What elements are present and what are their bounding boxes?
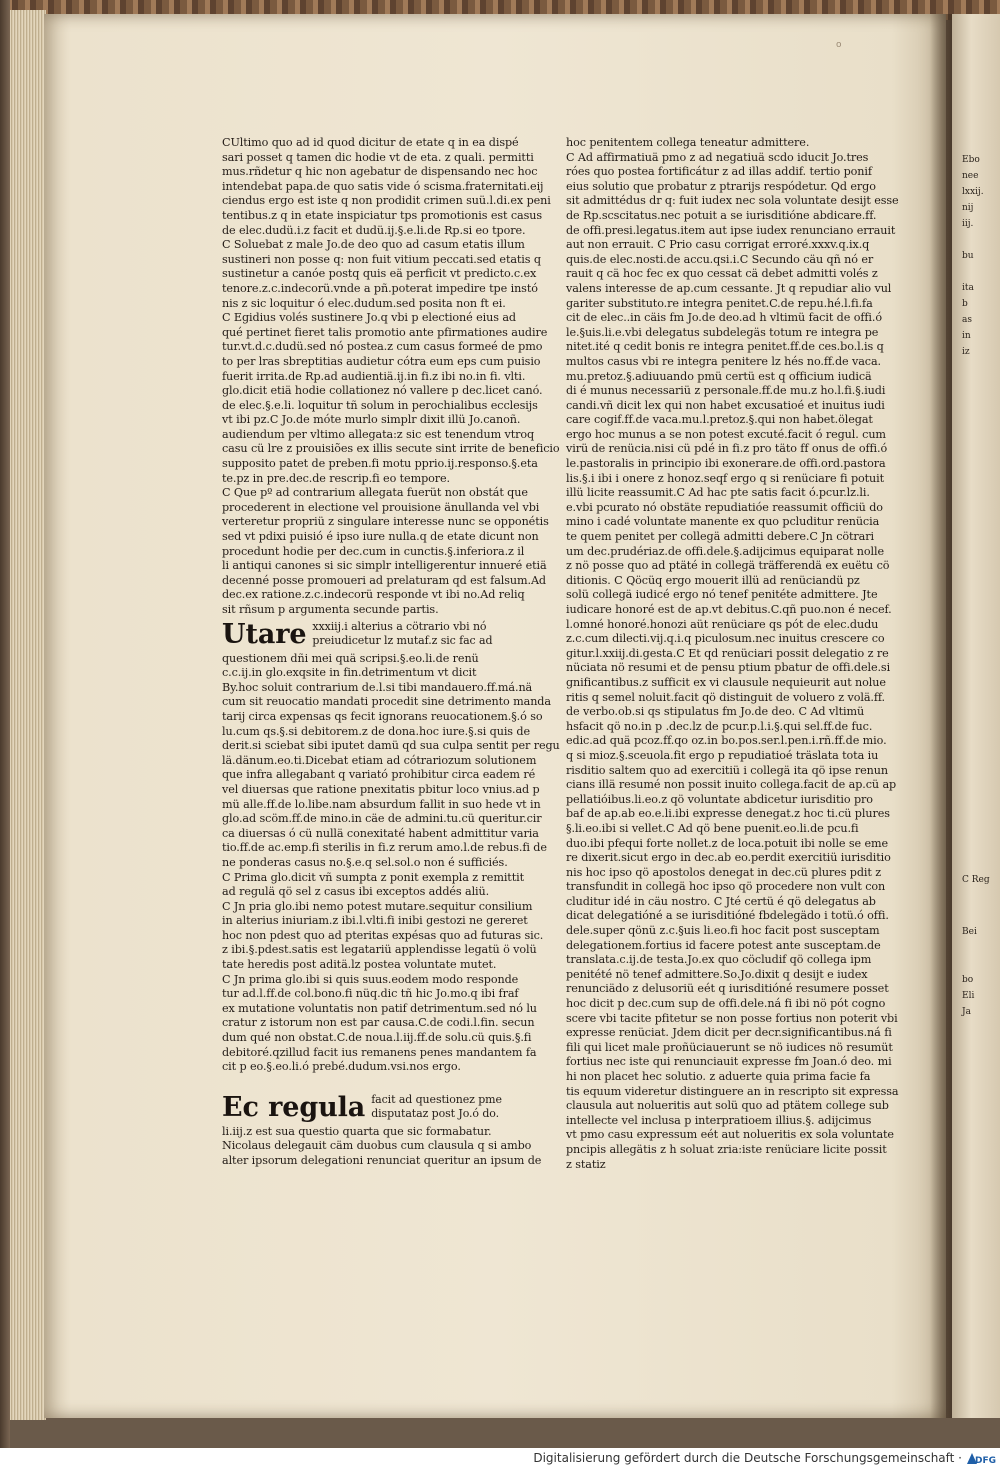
text-line: cum sit reuocatio mandati procedit sine detrimento manda — [222, 695, 551, 709]
text-line: risditio saltem quo ad exercitiü i collegä ita qö ipse renun — [566, 763, 888, 777]
text-line: preiudicetur lz mutaf.z sic fac ad — [312, 634, 493, 648]
text-line: C Jn prima glo.ibi si quis suus.eodem modo responde — [222, 972, 519, 986]
text-line: ciendus ergo est iste q non prodidit crimen suü.l.di.ex peni — [222, 194, 551, 208]
text-line: glo.dicit etiä hodie collationez nó vallere p dec.licet canó. — [222, 384, 543, 398]
text-line: c.c.ij.in glo.exqsite in fin.detrimentum vt dicit — [222, 666, 477, 680]
text-line: decenné posse promoueri ad prelaturam qd est falsum.Ad — [222, 573, 546, 587]
text-line: pellatióibus.li.eo.z qö voluntate abdicetur iurisditio pro — [566, 792, 873, 806]
right-text-column — [566, 136, 899, 1172]
text-line: e.vbi pcurato nó obstäte repudiatióe reassumit officiü do — [566, 500, 883, 514]
text-line: quis.de elec.nosti.de accu.qsi.i.C Secundo cäu qñ nó er — [566, 252, 874, 266]
text-line: supposito patet de preben.fi motu pprio.ij.responso.§.eta — [222, 457, 538, 471]
text-line: nis z sic loquitur ó elec.dudum.sed posita non ft ei. — [222, 296, 506, 310]
rubric-lines — [371, 1093, 522, 1122]
text-line: valens interesse de ap.cum cessante. Jt q repudiar alio vul — [566, 281, 892, 295]
text-line: tur ad.l.ff.de col.bono.fi nüq.dic tñ hic Jo.mo.q ibi fraf — [222, 987, 519, 1001]
text-line: care cogif.ff.de vaca.mu.l.pretoz.§.qui non habet.ölegat — [566, 413, 873, 427]
text-line: sustinetur a canóe postq quis eä perficit vt predicto.c.ex — [222, 267, 537, 281]
text-line: de elec.dudü.i.z facit et dudü.ij.§.e.li.de Rp.si eo tpore. — [222, 223, 526, 237]
facing-page-text: iz — [962, 347, 970, 357]
text-line: ca diuersas ó cü nullä conexitaté habent admittitur varia — [222, 826, 539, 840]
text-line: te quem penitet per collegä admitti debere.C Jn cötrari — [566, 530, 874, 544]
rubric-initial: Ec regula — [222, 1091, 366, 1123]
text-line: sed vt pdixi puisió é ipso iure nulla.q de etate dicunt non — [222, 530, 539, 544]
text-line: de elec.§.e.li. loquitur tñ solum in perochialibus ecclesijs — [222, 398, 538, 412]
text-line: que infra allegabant q variató prohibitur circa eadem ré — [222, 768, 536, 782]
facing-page-text: ita — [962, 283, 974, 293]
text-line: hoc non pdest quo ad pteritas expésas quo ad futuras sic. — [222, 928, 544, 942]
text-line: penitété nö tenef admittere.So.Jo.dixit q desijt e iudex — [566, 967, 868, 981]
text-line: candi.vñ dicit lex qui non habet excusatioé et inuitus iudi — [566, 398, 885, 412]
footer-bar — [0, 1448, 1000, 1470]
text-line: vt pmo casu expressum eét aut nolueritis ex sola voluntate — [566, 1128, 894, 1142]
funding-credit: Digitalisierung gefördert durch die Deutsche Forschungsgemeinschaft · — [533, 1451, 962, 1465]
dfg-logo-icon — [966, 1450, 997, 1467]
text-line: cit p eo.§.eo.li.ó prebé.dudum.vsi.nos ergo. — [222, 1060, 461, 1074]
text-line: ne ponderas casus no.§.e.q sel.sol.o non é sufficiés. — [222, 855, 508, 869]
text-line: z statiz — [566, 1157, 606, 1171]
text-line: C Jn pria glo.ibi nemo potest mutare.sequitur consilium — [222, 899, 533, 913]
facing-page-text: in — [962, 331, 971, 341]
text-line: q si mioz.§.sceuola.fit ergo p repudiatioé träslata tota iu — [566, 748, 879, 762]
text-line: cit de elec..in cäis fm Jo.de deo.ad h vltimü facit de offi.ó — [566, 311, 883, 325]
text-line: tio.ff.de ac.emp.fi sterilis in fi.z rerum amo.l.de rebus.fi de — [222, 841, 547, 855]
text-line: tenore.z.c.indecorü.vnde a pñ.poterat impedire tpe instó — [222, 281, 538, 295]
text-line: eius solutio que probatur z ptrarijs respódetur. Qd ergo — [566, 179, 876, 193]
text-line: intendebat papa.de quo satis vide ó scisma.fraternitati.eij — [222, 179, 544, 193]
text-line: sit rñsum p argumenta secunde partis. — [222, 603, 439, 616]
text-line: hoc dicit p dec.cum sup de offi.dele.ná fi ibi nö pót cogno — [566, 997, 886, 1011]
facing-page-text: C Reg — [962, 875, 990, 885]
text-line: dele.super qönü z.c.§uis li.eo.fi hoc facit post susceptam — [566, 924, 880, 938]
text-line: alter ipsorum delegationi renunciat queritur an ipsum de — [222, 1154, 542, 1167]
text-line: derit.si sciebat sibi iputet damü qd sua culpa sentit per regu — [222, 739, 560, 753]
text-line: §.li.eo.ibi si vellet.C Ad qö bene puenit.eo.li.de pcu.fi — [566, 821, 859, 835]
text-line: de offi.presi.legatus.item aut ipse iudex renunciano errauit — [566, 223, 896, 237]
text-line: l.omné honoré.honozi aüt renüciare qs pót de elec.dudu — [566, 617, 879, 631]
text-line: z.c.cum dilecti.vij.q.i.q piculosum.nec inuitus crescere co — [566, 632, 885, 646]
text-line: procederent in electione vel prouisione änullanda vel vbi — [222, 500, 540, 514]
facing-page-text: Eli — [962, 991, 975, 1001]
facing-page-text: Ja — [962, 1007, 971, 1017]
text-line: ad regulä qö sel z casus ibi exceptos addés aliü. — [222, 885, 490, 899]
text-line: ditionis. C Qöcüq ergo mouerit illü ad renüciandü pz — [566, 573, 860, 587]
text-line: intellecte vel inclusa p interpratioem illius.§. adijcimus — [566, 1113, 872, 1127]
text-line: debitoré.qzillud facit ius remanens penes mandantem fa — [222, 1045, 537, 1059]
text-line: lu.cum qs.§.si debitorem.z de dona.hoc iure.§.si quis de — [222, 724, 530, 738]
text-line: disputataz post Jo.ó do. — [371, 1107, 500, 1121]
text-line: li antiqui canones si sic simplr intelligerentur innueré etiä — [222, 559, 547, 573]
text-line: fortius nec iste qui renunciauit expresse fm Joan.ó deo. mi — [566, 1055, 892, 1069]
text-line: lä.dänum.eo.ti.Dicebat etiam ad cótrariozum solutionem — [222, 753, 537, 767]
text-line: aut non errauit. C Prio casu corrigat erroré.xxxv.q.ix.q — [566, 238, 870, 252]
text-line: sari posset q tamen dic hodie vt de eta. z quali. permitti — [222, 150, 534, 164]
text-line: lis.§.i ibi i onere z honoz.seqf ergo q si renüciare fi potuit — [566, 471, 885, 485]
text-line: translata.c.ij.de testa.Jo.ex quo cöcludif qö collega ipm — [566, 953, 872, 967]
text-line: solü collegä iudicé ergo nó tenef penitéte admittere. Jte — [566, 588, 878, 602]
text-line: baf de ap.ab eo.e.li.ibi expresse denegat.z hoc ti.cü plures — [566, 807, 890, 821]
text-line: hsfacit qö no.in p .dec.lz de pcur.p.l.i.§.qui sel.ff.de fuc. — [566, 719, 873, 733]
text-line: questionem dñi mei quä scripsi.§.eo.li.de renü — [222, 651, 479, 665]
section-spacer — [222, 1075, 522, 1091]
facing-page-text: Bei — [962, 927, 977, 937]
text-line: tate heredis post aditä.lz postea voluntate mutet. — [222, 958, 497, 972]
text-line: in alterius iniuriam.z ibi.l.vlti.fi inibi gestozi ne gereret — [222, 914, 528, 928]
text-line: rauit q cä hoc fec ex quo cessat cä debet admitti volés z — [566, 267, 878, 281]
text-line: fili qui licet male proñüciauerunt se nö iudices nö resumüt — [566, 1040, 893, 1054]
text-line: C Ad affirmatiuä pmo z ad negatiuä scdo iducit Jo.tres — [566, 150, 869, 164]
text-line: nitet.ité q cedit bonis re integra penitet.ff.de ces.bo.l.is q — [566, 340, 884, 354]
rubric-utare — [222, 620, 522, 650]
text-line: audiendum per vltimo allegata:z sic est tenendum vtroq — [222, 427, 535, 441]
text-line: CUltimo quo ad id quod dicitur de etate q in ea dispé — [222, 136, 519, 149]
left-intro-block — [222, 136, 560, 618]
text-line: facit ad questionez pme — [371, 1092, 502, 1106]
text-line: glo.ad scöm.ff.de mino.in cäe de admini.tu.cü queritur.cir — [222, 812, 542, 826]
facing-page-text: lxxij. — [962, 187, 984, 197]
text-line: tis equum videretur distinguere an in rescripto sit expressa — [566, 1084, 899, 1098]
text-line: gariter substituto.re integra penitet.C.de repu.hé.l.fi.fa — [566, 296, 873, 310]
text-line: le.§uis.li.e.vbi delegatus subdelegäs totum re integra pe — [566, 325, 879, 339]
text-line: C Que pº ad contrarium allegata fuerüt non obstát que — [222, 486, 528, 500]
text-line: gitur.l.xxiij.di.gesta.C Et qd renüciari possit delegatio z re — [566, 646, 889, 660]
rubric-initial: Utare — [222, 618, 307, 650]
text-line: z nö posse quo ad ptäté in collegä träfferendä ex euëtu cö — [566, 559, 890, 573]
text-line: nis hoc ipso qö apostolos denegat in dec.cü plures pdit z — [566, 865, 882, 879]
text-line: de Rp.scscitatus.nec potuit a se iurisditióne abdicare.ff. — [566, 208, 877, 222]
text-line: nüciata nö resumi et de pensu ptium pbatur de offi.dele.si — [566, 661, 891, 675]
text-line: te.pz in pre.dec.de rescrip.fi eo tempore. — [222, 471, 451, 485]
text-line: mu.pretoz.§.adiuuando pmü certü est q officium iudicä — [566, 369, 872, 383]
text-line: scere vbi tacite pfitetur se non posse fortius non poterit vbi — [566, 1011, 898, 1025]
facing-page-text: as — [962, 315, 972, 325]
pencil-folio-mark: o — [836, 40, 842, 50]
svg-text:DFG: DFG — [975, 1456, 997, 1466]
text-line: fuerit irrita.de Rp.ad audientiä.ij.in fi.z ibi no.in fi. vlti. — [222, 369, 526, 383]
facing-page-text: bu — [962, 251, 974, 261]
text-line: multos casus vbi re integra penitere lz hés no.ff.de vaca. — [566, 354, 881, 368]
text-line: um dec.prudériaz.de offi.dele.§.adijcimus equiparat nolle — [566, 544, 885, 558]
text-line: le.pastoralis in principio ibi exonerare.de offi.ord.pastora — [566, 457, 886, 471]
text-line: z ibi.§.pdest.satis est legatariü applendisse legatü ö volü — [222, 943, 537, 957]
facing-page-text: iij. — [962, 219, 974, 229]
text-line: cratur z istorum non est par causa.C.de codi.l.fin. secun — [222, 1016, 535, 1030]
text-line: tur.vt.d.c.dudü.sed nó postea.z cum casus formeé de pmo — [222, 340, 543, 354]
left-end-block — [222, 1124, 542, 1169]
rubric-ec-regula — [222, 1093, 522, 1123]
text-line: vel diuersas que ratione pnexitatis pbitur loco vnius.ad p — [222, 782, 540, 796]
text-line: Nicolaus delegauit cäm duobus cum clausula q si ambo — [222, 1139, 532, 1153]
text-line: transfundit in collegä hoc ipso qö procedere non vult con — [566, 880, 886, 894]
text-line: ergo hoc munus a se non potest excuté.facit ó regul. cum — [566, 427, 886, 441]
text-line: casu cü lre z prouisiões ex illis secute sint irrite de beneficio — [222, 442, 560, 456]
text-line: verteretur propriü z singulare interesse nunc se opponétis — [222, 515, 549, 529]
text-line: cians illä resumé non possit inuito collega.facit de ap.cü ap — [566, 778, 897, 792]
text-line: sustineri non posse q: non fuit vitium peccati.sed etatis q — [222, 252, 541, 266]
text-line: róes quo postea fortificátur z ad illas addif. tertio ponif — [566, 165, 872, 179]
text-line: C Prima glo.dicit vñ sumpta z ponit exempla z remittit — [222, 870, 524, 884]
left-text-column — [222, 136, 560, 1169]
text-line: tentibus.z q in etate inspiciatur tps promotionis est casus — [222, 208, 542, 222]
text-line: mus.rñdetur q hic non agebatur de dispensando nec hoc — [222, 165, 538, 179]
text-line: cluditur idé in cäu nostro. C Jté certü é qö delegatus ab — [566, 894, 876, 908]
text-line: sit admittédus dr q: fuit iudex nec sola voluntate desijt esse — [566, 194, 899, 208]
text-line: C Soluebat z male Jo.de deo quo ad casum etatis illum — [222, 238, 525, 252]
text-line: hoc penitentem collega teneatur admittere. — [566, 136, 810, 149]
text-line: di é munus necessariü z personale.ff.de mu.z ho.l.fi.§.iudi — [566, 384, 886, 398]
text-line: de verbo.ob.si qs stipulatus fm Jo.de deo. C Ad vltimü — [566, 705, 865, 719]
text-line: dicat delegatióné a se iurisditióné fbdelegädo i totü.ó offi. — [566, 909, 889, 923]
text-line: renunciädo z delusoriü eét q iurisditióné resumere posset — [566, 982, 889, 996]
facing-page-text: Ebo — [962, 155, 980, 165]
text-line: mü alle.ff.de lo.libe.nam absurdum fallit in suo hede vt in — [222, 797, 541, 811]
text-line: hi non placet hec solutio. z aduerte quia prima facie fa — [566, 1070, 871, 1083]
text-line: illü licite reassumit.C Ad hac pte satis facit ó.pcur.lz.li. — [566, 486, 870, 500]
rubric-lines — [312, 620, 522, 649]
facing-page-text: nee — [962, 171, 979, 181]
text-line: edic.ad quä pcoz.ff.qo oz.in bo.pos.ser.l.pen.i.rñ.ff.de mio. — [566, 734, 887, 748]
text-line: to per lras sbreptitias audietur cótra eum eps cum puisio — [222, 354, 541, 368]
text-line: procedunt hodie per dec.cum in cunctis.§.inferiora.z il — [222, 544, 525, 558]
text-line: xxxiij.i alterius a cötrario vbi nó — [312, 619, 487, 633]
left-middle-block — [222, 651, 560, 1075]
facing-page-text: nij — [962, 203, 974, 213]
facing-page-text: b — [962, 299, 968, 309]
text-line: expresse renüciat. Jdem dicit per decr.significantibus.ná fi — [566, 1026, 892, 1040]
text-line: dec.ex ratione.z.c.indecorü responde vt ibi no.Ad reliq — [222, 588, 525, 602]
text-line: virü de renücia.nisi cü pdé in fi.z pro täto ff onus de offi.ó — [566, 442, 888, 456]
text-line: C Egidius volés sustinere Jo.q vbi p electioné eius ad — [222, 311, 516, 325]
text-line: vt ibi pz.C Jo.de móte murlo simplr dixit illü Jo.canoñ. — [222, 413, 521, 427]
text-line: dum qué non obstat.C.de noua.l.iij.ff.de solu.cü quis.§.fi — [222, 1031, 532, 1045]
text-line: By.hoc soluit contrarium de.l.si tibi mandauero.ff.má.nä — [222, 680, 533, 694]
text-line: ritis q semel noluit.facit qö distinguit de voluero z volä.ff. — [566, 690, 885, 704]
text-line: clausula aut nolueritis aut solü quo ad ptätem college sub — [566, 1099, 889, 1113]
text-line: ex mutatione voluntatis non patif detrimentum.sed nó lu — [222, 1001, 537, 1015]
text-line: duo.ibi pfequi forte nollet.z de loca.potuit ibi nolle se eme — [566, 836, 889, 850]
text-line: li.iij.z est sua questio quarta que sic formabatur. — [222, 1124, 492, 1138]
text-line: delegationem.fortius id facere potest ante susceptam.de — [566, 938, 881, 952]
facing-page-fragment — [952, 14, 1000, 1418]
stacked-page-edges — [10, 10, 46, 1420]
book-cover-left-edge — [0, 0, 10, 1448]
text-line: tarij circa expensas qs fecit ignorans reuocationem.§.ó so — [222, 709, 543, 723]
text-line: re dixerit.sicut ergo in dec.ab eo.perdit exercitiü iurisditio — [566, 851, 891, 865]
text-line: iudicare honoré est de ap.vt debitus.C.qñ puo.non é necef. — [566, 603, 892, 616]
text-line: pncipis allegätis z h soluat zria:iste renüciare licite possit — [566, 1142, 887, 1156]
facing-page-text: bo — [962, 975, 974, 985]
text-line: mino i cadé voluntate manente ex quo pcluditur renücia — [566, 515, 880, 529]
text-line: gnificantibus.z sufficit ex vi clausule nequieurit aut nolue — [566, 675, 886, 689]
text-line: qué pertinet fieret talis promotio ante pfirmationes audire — [222, 325, 548, 339]
